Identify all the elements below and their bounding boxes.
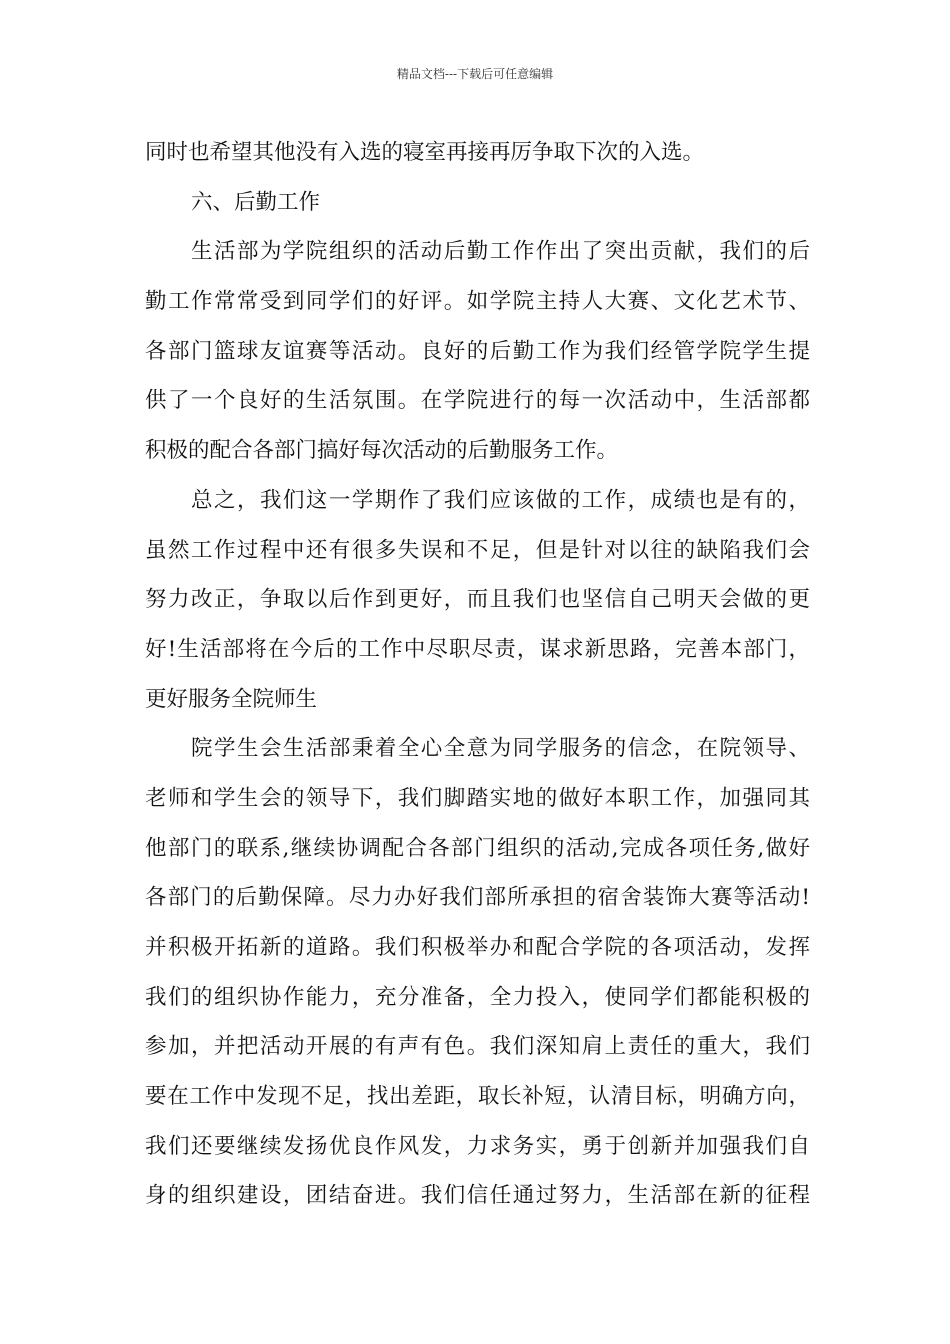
text-line: 努力改正，争取以后作到更好，而且我们也坚信自己明天会做的更	[145, 587, 810, 613]
text-line: 六、后勤工作	[191, 189, 321, 215]
document-body	[145, 128, 810, 1221]
text-line: 供了一个良好的生活氛围。在学院进行的每一次活动中，生活部都	[145, 388, 810, 414]
text-line: 各部门的后勤保障。尽力办好我们部所承担的宿舍装饰大赛等活动!	[145, 885, 810, 911]
text-line: 院学生会生活部秉着全心全意为同学服务的信念，在院领导、	[191, 736, 810, 762]
text-line: 他部门的联系,继续协调配合各部门组织的活动,完成各项任务,做好	[145, 835, 810, 861]
text-line: 总之，我们这一学期作了我们应该做的工作，成绩也是有的，	[191, 487, 810, 513]
text-line: 好!生活部将在今后的工作中尽职尽责，谋求新思路，完善本部门，	[145, 636, 810, 662]
text-line: 虽然工作过程中还有很多失误和不足，但是针对以往的缺陷我们会	[145, 537, 810, 563]
text-line: 积极的配合各部门搞好每次活动的后勤服务工作。	[145, 438, 619, 464]
text-line: 身的组织建设，团结奋进。我们信任通过努力，生活部在新的征程	[145, 1183, 810, 1209]
text-line: 生活部为学院组织的活动后勤工作作出了突出贡献，我们的后	[191, 239, 810, 265]
text-line: 勤工作常常受到同学们的好评。如学院主持人大赛、文化艺术节、	[145, 289, 810, 315]
text-line: 要在工作中发现不足，找出差距，取长补短，认清目标，明确方向，	[145, 1084, 810, 1110]
text-line: 更好服务全院师生	[145, 686, 318, 712]
text-line: 同时也希望其他没有入选的寝室再接再厉争取下次的入选。	[145, 140, 705, 165]
text-line: 老师和学生会的领导下，我们脚踏实地的做好本职工作，加强同其	[145, 785, 810, 811]
text-line: 各部门篮球友谊赛等活动。良好的后勤工作为我们经管学院学生提	[145, 338, 810, 364]
text-line: 并积极开拓新的道路。我们积极举办和配合学院的各项活动，发挥	[145, 935, 810, 960]
text-line: 我们还要继续发扬优良作风发，力求务实，勇于创新并加强我们自	[145, 1133, 810, 1159]
text-line: 我们的组织协作能力，充分准备，全力投入，使同学们都能积极的	[145, 984, 810, 1010]
text-line: 参加，并把活动开展的有声有色。我们深知肩上责任的重大，我们	[145, 1034, 810, 1060]
page-header: 精品文档---下载后可任意编辑	[396, 67, 554, 81]
